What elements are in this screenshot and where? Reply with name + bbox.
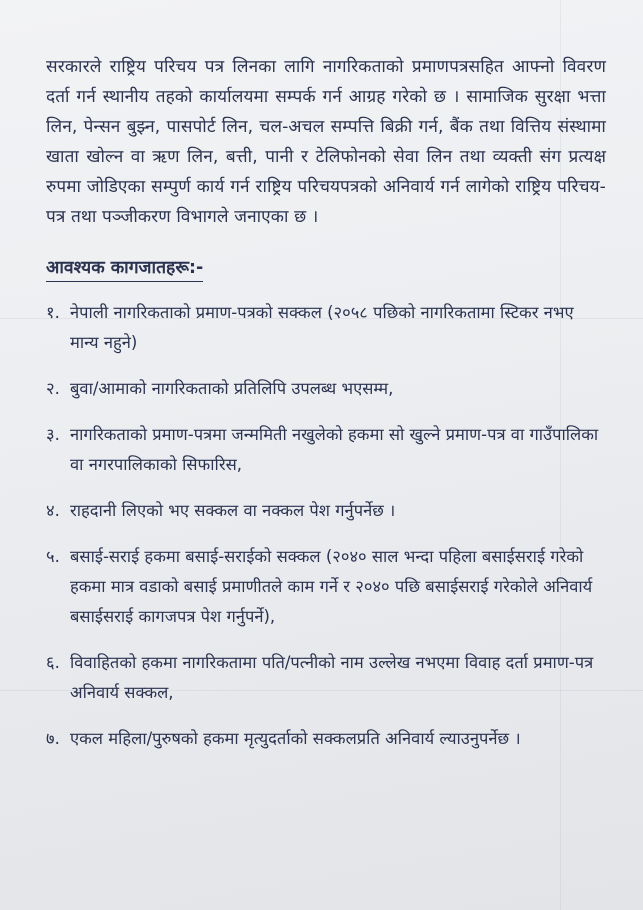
required-documents-list (46, 298, 606, 754)
list-item-number: २. (46, 379, 60, 398)
list-item-number: ७. (46, 729, 60, 748)
list-item-number: १. (46, 303, 60, 322)
list-item-text: नेपाली नागरिकताको प्रमाण-पत्रको सक्कल (२०५८ पछिको नागरिकतामा स्टिकर नभए मान्य नहुने) (70, 303, 574, 352)
list-item-text: बसाई-सराई हकमा बसाई-सराईको सक्कल (२०४० साल भन्दा पहिला बसाईसराई गरेको हकमा मात्र वडाको बसाई प्रमाणीतले काम गर्ने र २०४० पछि बसाईसराई गरेकोले अनिवार्य बसाईसराई कागजपत्र पेश गर्नुपर्ने), (70, 547, 593, 626)
list-item (46, 542, 606, 632)
list-item-text: एकल महिला/पुरुषको हकमा मृत्युदर्ताको सक्कलप्रति अनिवार्य ल्याउनुपर्नेछ । (70, 729, 521, 748)
list-item (46, 374, 606, 404)
list-item-text: विवाहितको हकमा नागरिकतामा पति/पत्नीको नाम उल्लेख नभएमा विवाह दर्ता प्रमाण-पत्र अनिवार्य सक्कल, (70, 653, 594, 702)
list-item (46, 648, 606, 708)
list-item-number: ६. (46, 653, 60, 672)
list-item-number: ३. (46, 425, 60, 444)
list-item-number: ५. (46, 547, 60, 566)
list-item (46, 420, 606, 480)
notice-content (46, 44, 606, 770)
list-item (46, 496, 606, 526)
required-documents-heading: आवश्यक कागजातहरू:- (46, 256, 203, 282)
list-item-text: नागरिकताको प्रमाण-पत्रमा जन्ममिती नखुलेको हकमा सो खुल्ने प्रमाण-पत्र वा गाउँपालिका वा नगरपालिकाको सिफारिस, (70, 425, 599, 474)
list-item (46, 724, 606, 754)
list-item-number: ४. (46, 501, 60, 520)
list-item (46, 298, 606, 358)
list-item-text: राहदानी लिएको भए सक्कल वा नक्कल पेश गर्नुपर्नेछ । (70, 501, 396, 520)
intro-paragraph: सरकारले राष्ट्रिय परिचय पत्र लिनका लागि नागरिकताको प्रमाणपत्रसहित आफ्नो विवरण दर्ता गर्न स्थानीय तहको कार्यालयमा सम्पर्क गर्न आग्रह गरेको छ । सामाजिक सुरक्षा भत्ता लिन, पेन्सन बुझ्न, पासपोर्ट लिन, चल-अचल सम्पत्ति बिक्री गर्न, बैंक तथा वित्तिय संस्थामा खाता खोल्न वा ऋण लिन, बत्ती, पानी र टेलिफोनको सेवा लिन तथा व्यक्ती संग प्रत्यक्ष रुपमा जोडिएका सम्पुर्ण कार्य गर्न राष्ट्रिय परिचयपत्रको अनिवार्य गर्न लागेको राष्ट्रिय परिचय-पत्र तथा पञ्जीकरण विभागले जनाएका छ । (46, 57, 606, 227)
list-item-text: बुवा/आमाको नागरिकताको प्रतिलिपि उपलब्ध भएसम्म, (70, 379, 394, 398)
